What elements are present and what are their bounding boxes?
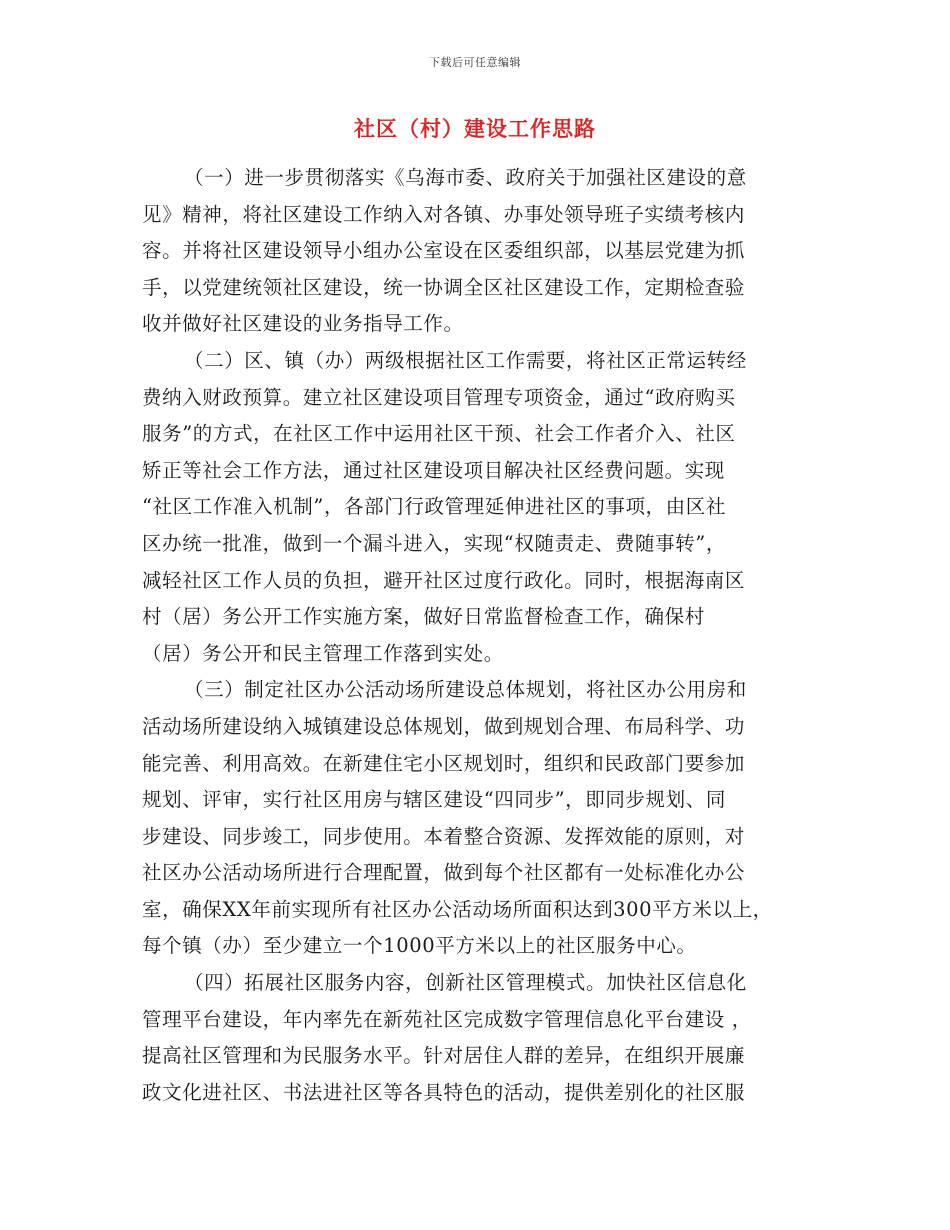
paragraph-line: （一）进一步贯彻落实《乌海市委、政府关于加强社区建设的意 <box>184 166 747 189</box>
paragraph-line: 步建设、同步竣工，同步使用。本着整合资源、发挥效能的原则，对 <box>142 824 746 848</box>
paragraph-line: 收并做好社区建设的业务指导工作。 <box>142 312 464 336</box>
paragraph-line: （二）区、镇（办）两级根据社区工作需要，将社区正常运转经 <box>184 348 747 372</box>
paragraph-line: 室，确保XX年前实现所有社区办公活动场所面积达到300平方米以上， <box>142 897 773 921</box>
paragraph-line: “社区工作准入机制”，各部门行政管理延伸进社区的事项，由区社 <box>142 495 726 519</box>
paragraph-line: 减轻社区工作人员的负担，避开社区过度行政化。同时，根据海南区 <box>142 568 746 592</box>
paragraph-3 <box>142 672 807 965</box>
paragraph-4 <box>142 965 807 1111</box>
paragraph-line: 容。并将社区建设领导小组办公室设在区委组织部，以基层党建为抓 <box>142 239 746 263</box>
paragraph-line: （四）拓展社区服务内容，创新社区管理模式。加快社区信息化 <box>184 971 747 995</box>
paragraph-line: （三）制定社区办公活动场所建设总体规划，将社区办公用房和 <box>184 678 747 702</box>
page-header-note: 下载后可任意编辑 <box>429 56 521 69</box>
paragraph-line: 每个镇（办）至少建立一个1000平方米以上的社区服务中心。 <box>142 934 697 958</box>
paragraph-line: 费纳入财政预算。建立社区建设项目管理专项资金，通过“政府购买 <box>142 385 736 409</box>
document-title: 社区（村）建设工作思路 <box>354 116 596 141</box>
paragraph-line: 提高社区管理和为民服务水平。针对居住人群的差异，在组织开展廉 <box>142 1044 746 1068</box>
paragraph-line: 能完善、利用高效。在新建住宅小区规划时，组织和民政部门要参加 <box>142 751 746 775</box>
paragraph-line: 手，以党建统领社区建设，统一协调全区社区建设工作，定期检查验 <box>142 275 746 299</box>
paragraph-line: 规划、评审，实行社区用房与辖区建设“四同步”，即同步规划、同 <box>142 788 726 812</box>
paragraph-line: （居）务公开和民主管理工作落到实处。 <box>142 641 504 665</box>
paragraph-line: 管理平台建设，年内率先在新苑社区完成数字管理信息化平台建设 ， <box>142 1007 752 1031</box>
paragraph-line: 社区办公活动场所进行合理配置，做到每个社区都有一处标准化办公 <box>142 861 746 885</box>
paragraph-line: 政文化进社区、书法进社区等各具特色的活动，提供差别化的社区服 <box>142 1080 746 1104</box>
paragraph-line: 活动场所建设纳入城镇建设总体规划，做到规划合理、布局科学、功 <box>142 714 746 738</box>
document-body <box>142 160 807 1111</box>
paragraph-line: 矫正等社会工作方法，通过社区建设项目解决社区经费问题。实现 <box>142 458 725 482</box>
paragraph-line: 服务”的方式，在社区工作中运用社区干预、社会工作者介入、社区 <box>142 422 736 446</box>
paragraph-1 <box>142 160 807 343</box>
paragraph-2 <box>142 343 807 672</box>
paragraph-line: 见》精神，将社区建设工作纳入对各镇、办事处领导班子实绩考核内 <box>142 202 746 226</box>
paragraph-line: 区办统一批准，做到一个漏斗进入，实现“权随责走、费随事转”， <box>142 531 726 555</box>
paragraph-line: 村（居）务公开工作实施方案，做好日常监督检查工作，确保村 <box>142 605 705 629</box>
